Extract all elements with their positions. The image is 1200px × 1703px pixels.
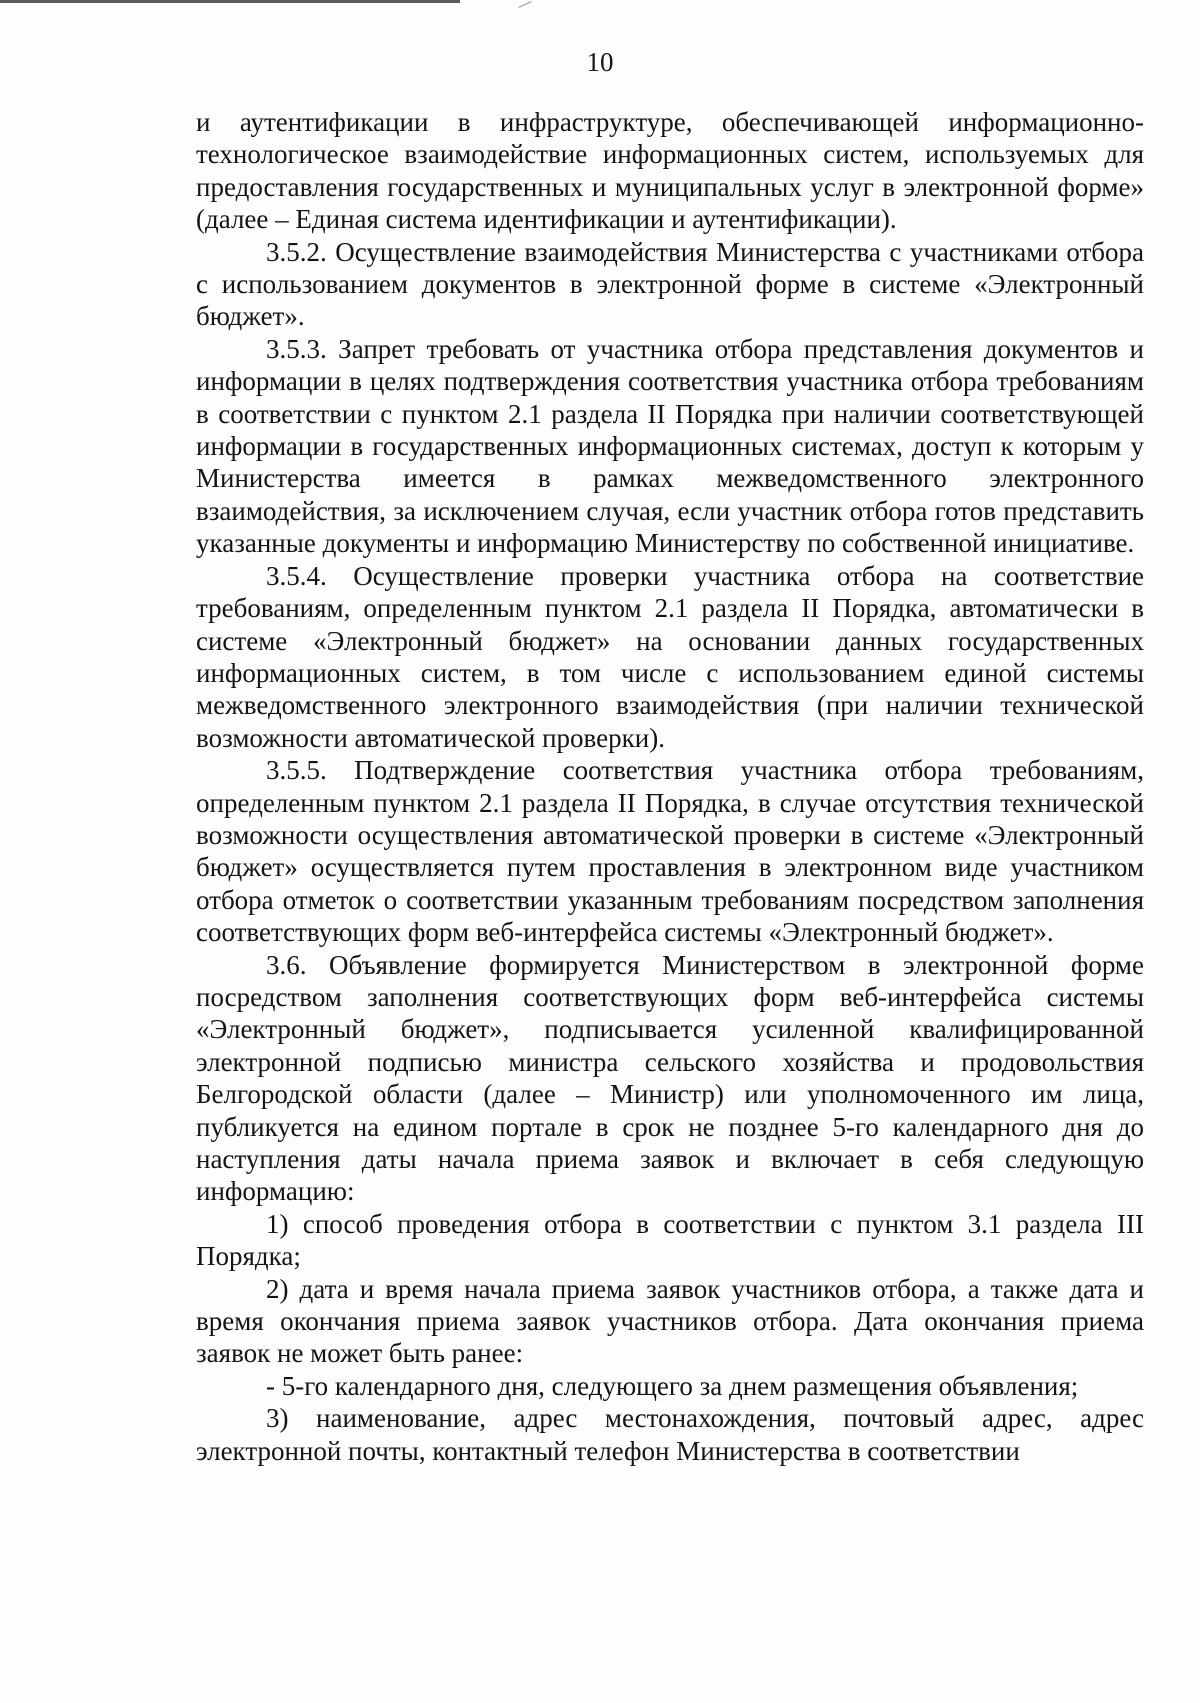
list-item-1: 1) способ проведения отбора в соответствии с пунктом 3.1 раздела III Порядка; xyxy=(196,1208,1144,1272)
scan-edge-line xyxy=(0,0,460,3)
list-subitem-dash: - 5-го календарного дня, следующего за днем размещения объявления; xyxy=(266,1370,1079,1401)
document-body xyxy=(196,106,1144,1467)
paragraph-3-5-4: 3.5.4. Осуществление проверки участника отбора на соответствие требованиям, определенным пунктом 2.1 раздела II Порядка, автоматически в системе «Электронный бюджет» на основании данных государственных информационных систем, в том числе с использованием единой системы межведомственного электронного взаимодействия (при наличии технической возможности автоматической проверки). xyxy=(196,560,1144,753)
list-item-2: 2) дата и время начала приема заявок участников отбора, а также дата и время окончания приема заявок участников отбора. Дата окончания приема заявок не может быть ранее: xyxy=(196,1273,1144,1369)
paragraph-3-6: 3.6. Объявление формируется Министерством в электронной форме посредством заполнения соответствующих форм веб-интерфейса системы «Электронный бюджет», подписывается усиленной квалифицированной электронной подписью министра сельского хозяйства и продовольствия Белгородской области (далее – Министр) или уполномоченного им лица, публикуется на едином портале в срок не позднее 5-го календарного дня до наступления даты начала приема заявок и включает в себя следующую информацию: xyxy=(196,949,1144,1207)
paragraph-3-5-3: 3.5.3. Запрет требовать от участника отбора представления документов и информации в целях подтверждения соответствия участника отбора требованиям в соответствии с пунктом 2.1 раздела II Порядка при наличии соответствующей информации в государственных информационных системах, доступ к которым у Министерства имеется в рамках межведомственного электронного взаимодействия, за исключением случая, если участник отбора готов представить указанные документы и информацию Министерству по собственной инициативе. xyxy=(196,333,1144,559)
paragraph-3-5-2: 3.5.2. Осуществление взаимодействия Министерства с участниками отбора с использованием документов в электронной форме в системе «Электронный бюджет». xyxy=(196,236,1144,332)
paragraph-3-5-5: 3.5.5. Подтверждение соответствия участника отбора требованиям, определенным пунктом 2.1 раздела II Порядка, в случае отсутствия технической возможности осуществления автоматической проверки в системе «Электронный бюджет» осуществляется путем проставления в электронном виде участником отбора отметок о соответствии указанным требованиям посредством заполнения соответствующих форм веб-интерфейса системы «Электронный бюджет». xyxy=(196,755,1144,948)
page-number: 10 xyxy=(586,47,614,77)
paragraph-continuation: и аутентификации в инфраструктуре, обеспечивающей информационно-технологическое взаимодействие информационных систем, используемых для предоставления государственных и муниципальных услуг в электронной форме» (далее – Единая система идентификации и аутентификации). xyxy=(196,107,1144,235)
list-item-3: 3) наименование, адрес местонахождения, почтовый адрес, адрес электронной почты, контактный телефон Министерства в соответствии xyxy=(196,1403,1144,1466)
scan-artifact-mark xyxy=(518,1,531,8)
